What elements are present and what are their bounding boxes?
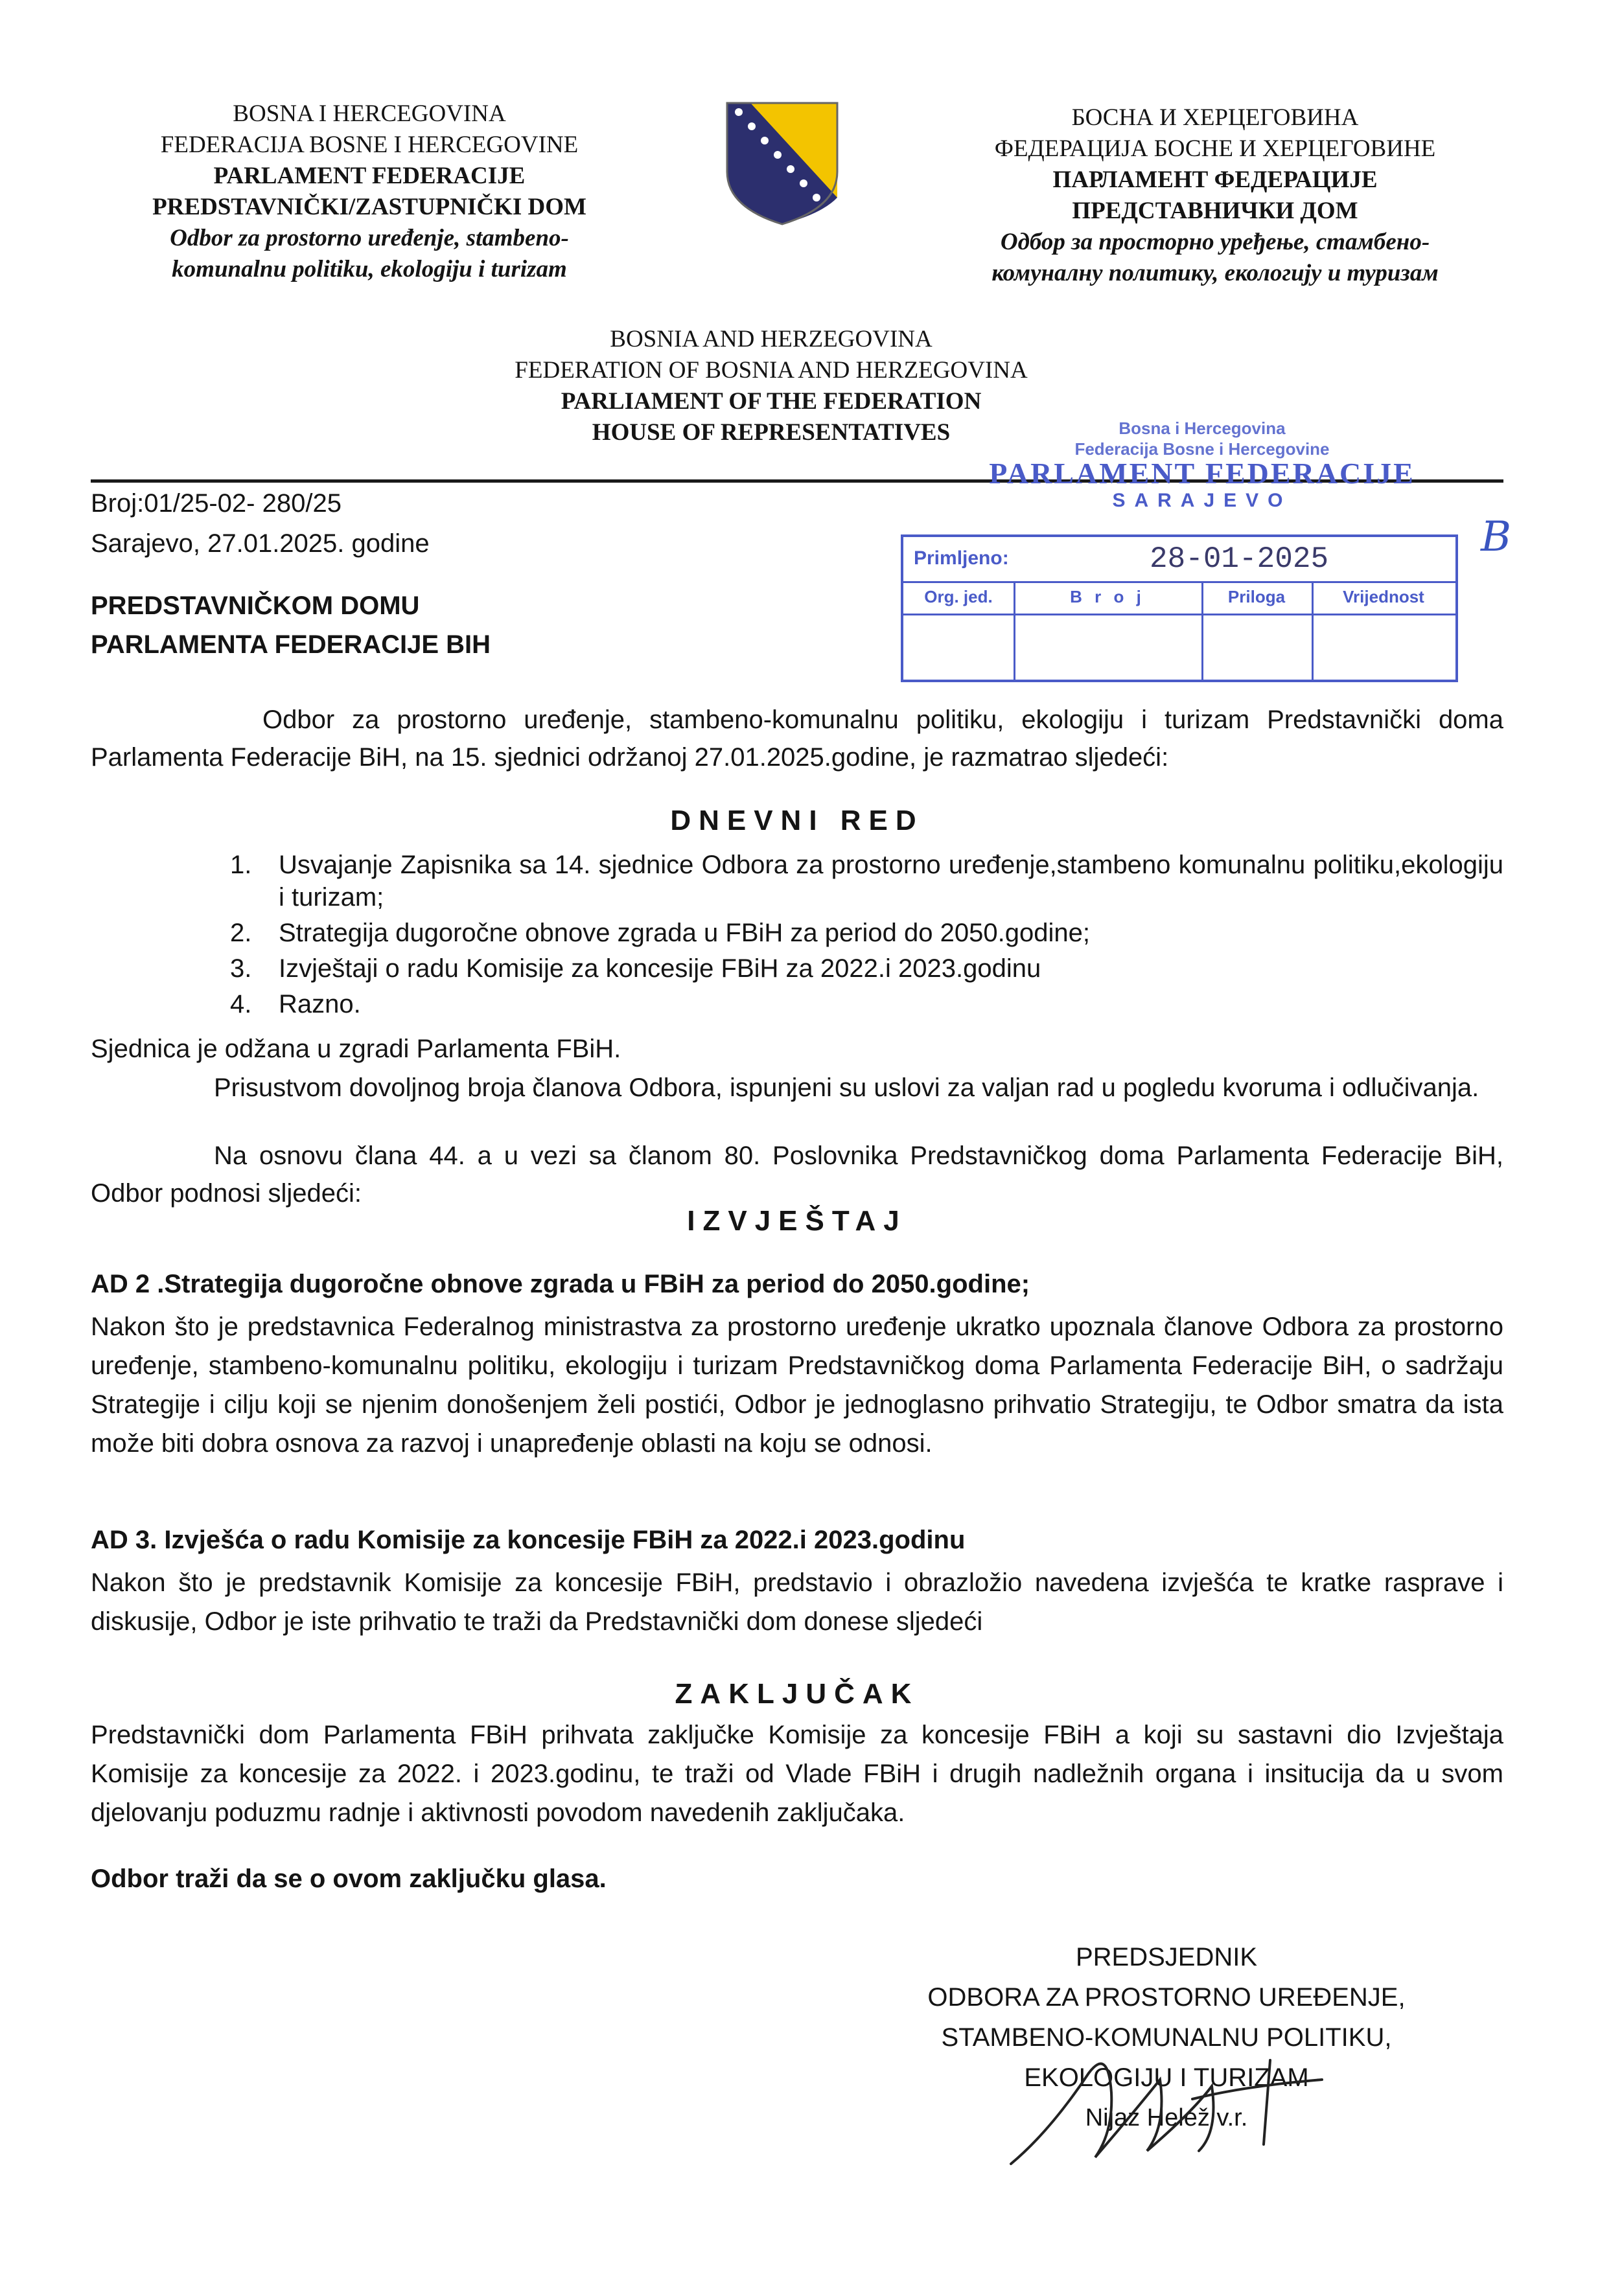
agenda-item: 4. Razno. [230, 990, 361, 1018]
stamp-country: Bosna i Hercegovina [1118, 419, 1286, 438]
conclusion-text: Predstavnički dom Parlamenta FBiH prihvata zaključke Komisije za koncesije FBiH a koji su sastavni dio Izvještaja Komisije za koncesije za 2022. i 2023.godinu, te traži od Vlade FBiH i drugih nadležnih organa i insitucija da u svom djelovanju poduzmu radnje i aktivnosti povodom navedenih zaključaka. [91, 1721, 1503, 1827]
document-number: Broj:01/25-02- 280/25 [91, 489, 342, 518]
stamp-handwritten-mark: B [1481, 513, 1512, 561]
agenda-title: DNEVNI RED [670, 805, 924, 836]
stamp-table [901, 534, 1458, 682]
session-basis: Na osnovu člana 44. a u vezi sa članom 80. Poslovnika Predstavničkog doma Parlamenta Federacije BiH, Odbor podnosi sljedeći: [91, 1142, 1503, 1208]
signature-name: Nijaz Helež v.r. [1085, 2104, 1248, 2131]
conclusion-title: ZAKLJUČAK [675, 1678, 920, 1710]
stamp-parliament: PARLAMENT FEDERACIJE [989, 457, 1415, 490]
header-en-federation: FEDERATION OF BOSNIA AND HERZEGOVINA [515, 357, 1028, 384]
header-left-country: BOSNA I HERCEGOVINA [233, 100, 506, 127]
header-left-committee-2: komunalnu politiku, ekologiju i turizam [172, 256, 567, 282]
header-right-committee-2: комуналну политику, екологију и туризам [991, 260, 1439, 286]
header-right-parliament: ПАРЛАМЕНТ ФЕДЕРАЦИЈЕ [1052, 166, 1378, 193]
signature-committee-3: EKOLOGIJU I TURIZAM [1024, 2063, 1309, 2092]
agenda-item: 1. Usvajanje Zapisnika sa 14. sjednice Odbora za prostorno uređenje,stambeno komunalnu politiku,ekologiju i turizam; [230, 851, 1503, 912]
document-date: Sarajevo, 27.01.2025. godine [91, 529, 430, 558]
signature-committee-2: STAMBENO-KOMUNALNU POLITIKU, [941, 2023, 1392, 2052]
header-right [907, 102, 1523, 289]
header-left [91, 98, 648, 285]
coat-of-arms-icon [724, 100, 840, 227]
document-meta [91, 483, 430, 564]
header-en-country: BOSNIA AND HERZEGOVINA [610, 326, 933, 352]
session-location: Sjednica je odžana u zgradi Parlamenta FBiH. [91, 1035, 621, 1063]
header-en-house: HOUSE OF REPRESENTATIVES [592, 419, 951, 446]
stamp-received-date: 28-01-2025 [1150, 542, 1329, 576]
stamp-col-broj: B r o j [1014, 581, 1203, 614]
agenda-item: 2. Strategija dugoročne obnove zgrada u FBiH za period do 2050.godine; [230, 919, 1090, 947]
signature-committee-1: ODBORA ZA PROSTORNO UREĐENJE, [927, 1983, 1406, 2012]
session-quorum: Prisustvom dovoljnog broja članova Odbora, ispunjeni su uslovi za valjan rad u pogledu kvoruma i odlučivanja. [214, 1073, 1479, 1102]
report-title: IZVJEŠTAJ [687, 1205, 907, 1237]
header-left-house: PREDSTAVNIČKI/ZASTUPNIČKI DOM [152, 194, 586, 220]
stamp-col-priloga: Priloga [1201, 581, 1314, 614]
header-en-parliament: PARLIAMENT OF THE FEDERATION [561, 388, 982, 415]
agenda-list [91, 849, 1503, 1024]
stamp-divider-3 [1312, 614, 1314, 680]
addressee-line-2: PARLAMENTA FEDERACIJE BIH [91, 630, 491, 659]
received-stamp [894, 418, 1510, 683]
ad2-heading: AD 2 .Strategija dugoročne obnove zgrada u FBiH za period do 2050.godine; [91, 1270, 1030, 1298]
vote-request: Odbor traži da se o ovom zaključku glasa. [91, 1865, 607, 1893]
stamp-col-org: Org. jed. [903, 581, 1015, 614]
addressee [91, 586, 491, 664]
header-left-committee-1: Odbor za prostorno uređenje, stambeno- [170, 225, 569, 251]
header-right-house: ПРЕДСТАВНИЧКИ ДОМ [1072, 198, 1358, 224]
intro-paragraph: Odbor za prostorno uređenje, stambeno-komunalnu politiku, ekologiju i turizam Predstavnički doma Parlamenta Federacije BiH, na 15. sjednici održanoj 27.01.2025.godine, je razmatrao sljedeći: [91, 706, 1503, 772]
addressee-line-1: PREDSTAVNIČKOM DOMU [91, 591, 420, 620]
signature-title: PREDSJEDNIK [1075, 1943, 1258, 1971]
stamp-col-vrijednost: Vrijednost [1343, 587, 1424, 606]
header-right-country: БОСНА И ХЕРЦЕГОВИНА [1071, 104, 1359, 131]
stamp-divider-1 [1014, 614, 1015, 680]
handwritten-signature [998, 2034, 1335, 2177]
stamp-federation: Federacija Bosne i Hercegovine [1074, 439, 1330, 459]
header-right-federation: ФЕДЕРАЦИЈА БОСНЕ И ХЕРЦЕГОВИНЕ [994, 135, 1436, 162]
agenda-item: 3. Izvještaji o radu Komisije za koncesije FBiH za 2022.i 2023.godinu [230, 954, 1041, 983]
stamp-city: SARAJEVO [1112, 490, 1292, 511]
ad3-heading: AD 3. Izvješća o radu Komisije za koncesije FBiH za 2022.i 2023.godinu [91, 1526, 966, 1554]
ad3-text: Nakon što je predstavnik Komisije za koncesije FBiH, predstavio i obrazložio navedena izvješća te kratke rasprave i diskusije, Odbor je iste prihvatio te traži da Predstavnički dom donese sljedeći [91, 1568, 1503, 1636]
ad2-text: Nakon što je predstavnica Federalnog ministrastva za prostorno uređenje ukratko upoznala članove Odbora za prostorno uređenje, stambeno-komunalnu politiku, ekologiju i turizam Predstavničkog doma Parlamenta Federacije BiH, o sadržaju Strategije i cilju koji se njenim donošenjem želi postići, Odbor je jednoglasno prihvatio Strategiju, te Odbor smatra da ista može biti dobra osnova za razvoj i unapređenje oblasti na koju se odnosi. [91, 1313, 1503, 1458]
header-right-committee-1: Одбор за просторно уређење, стамбено- [1000, 229, 1430, 255]
stamp-received-label: Primljeno: [914, 547, 1009, 569]
stamp-divider-2 [1201, 614, 1203, 680]
stamp-columns-row [903, 581, 1455, 615]
stamp-received-row [903, 537, 1455, 583]
header-left-parliament: PARLAMENT FEDERACIJE [213, 163, 526, 189]
header-left-federation: FEDERACIJA BOSNE I HERCEGOVINE [160, 132, 579, 158]
